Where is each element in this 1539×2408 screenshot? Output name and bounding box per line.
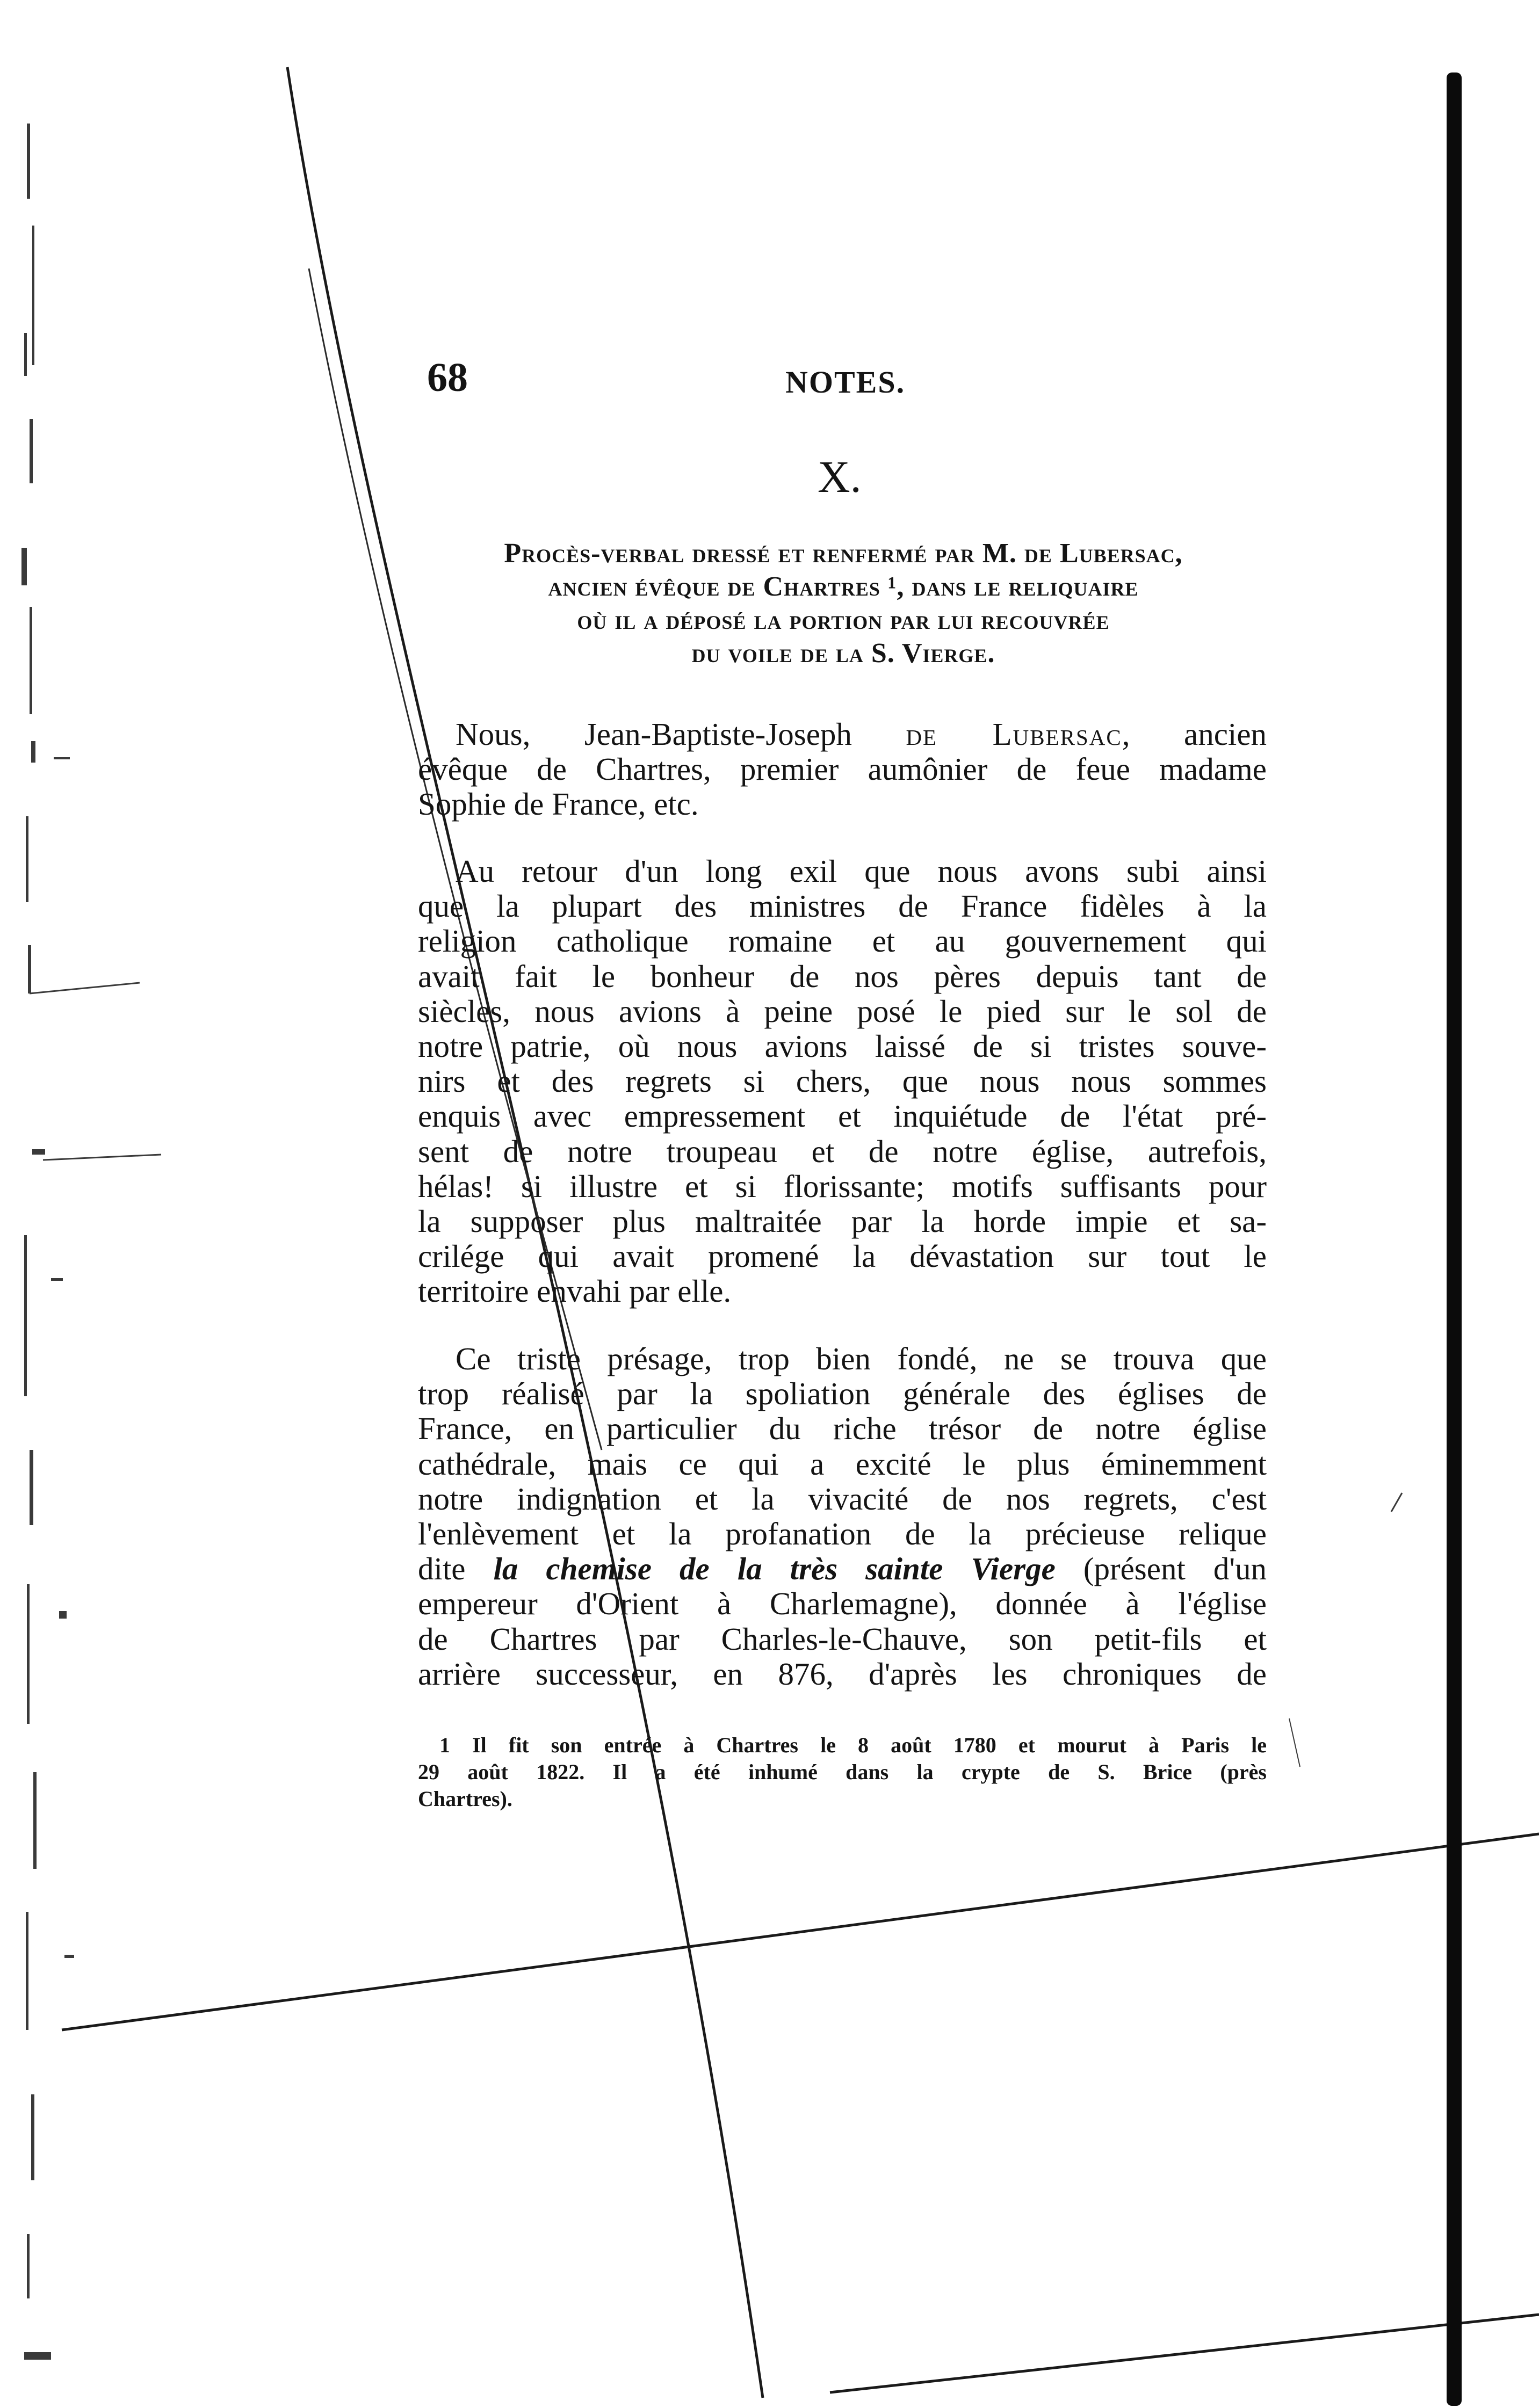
text-line: arrière successeur, en 876, d'après les chroniques de (418, 1656, 1267, 1692)
text-line: enquis avec empressement et inquiétude de l'état pré- (418, 1098, 1267, 1134)
text-line: territoire envahi par elle. (418, 1273, 732, 1309)
horizontal-rule-bottom (830, 2315, 1539, 2392)
text-line: Au retour d'un long exil que nous avons subi ainsi (456, 853, 1267, 889)
paragraph-return-from-exile (418, 854, 1267, 1309)
text-line: sent de notre troupeau et de notre église, autrefois, (418, 1133, 1267, 1169)
author-name: de Lubersac (906, 716, 1122, 752)
text-line: notre patrie, où nous avions laissé de si tristes souve- (418, 1028, 1267, 1064)
left-edge-noise (21, 124, 74, 2360)
section-title (414, 537, 1273, 670)
footnote (418, 1732, 1267, 1812)
left-dash-2 (43, 1155, 161, 1160)
left-dash-1 (30, 983, 140, 993)
title-line: où il a déposé la portion par lui recouvrée (577, 605, 1110, 635)
stray-mark-right (1391, 1493, 1402, 1512)
text-line: nirs et des regrets si chers, que nous nous sommes (418, 1063, 1267, 1099)
page-number: 68 (427, 355, 468, 400)
text-line: siècles, nous avions à peine posé le pied sur le sol de (418, 993, 1267, 1029)
title-line: ancien évêque de Chartres ¹, dans le reliquaire (548, 571, 1139, 602)
title-line: Procès-verbal dressé et renfermé par M. de Lubersac, (504, 538, 1183, 569)
right-edge-bar (1447, 72, 1462, 2406)
text-line: dite la chemise de la très sainte Vierge (présent d'un (418, 1551, 1267, 1587)
text-line: crilége qui avait promené la dévastation sur tout le (418, 1238, 1267, 1274)
stray-mark-rule (1289, 1718, 1300, 1767)
text-line: empereur d'Orient à Charlemagne), donnée à l'église (418, 1586, 1267, 1622)
title-line: du voile de la S. Vierge. (691, 638, 995, 669)
footnote-line: 29 août 1822. Il a été inhumé dans la crypte de S. Brice (près (418, 1760, 1267, 1784)
text-line: Sophie de France, etc. (418, 786, 699, 822)
text-line: France, en particulier du riche trésor de notre église (418, 1411, 1267, 1447)
text-line: notre indignation et la vivacité de nos regrets, c'est (418, 1481, 1267, 1517)
text-line: que la plupart des ministres de France fidèles à la (418, 888, 1267, 924)
text-line: évêque de Chartres, premier aumônier de feue madame (418, 751, 1267, 787)
text-line: trop réalisé par la spoliation générale des églises de (418, 1376, 1267, 1412)
running-head: NOTES. (785, 365, 906, 400)
text-line: Nous, Jean-Baptiste-Joseph de Lubersac, ancien (456, 716, 1267, 752)
footnote-line: 1 Il fit son entrée à Chartres le 8 août 1780 et mourut à Paris le (439, 1733, 1267, 1757)
text-line: de Chartres par Charles-le-Chauve, son petit-fils et (418, 1621, 1267, 1657)
section-number: X. (818, 452, 862, 502)
horizontal-rule-middle (62, 1834, 1539, 2030)
text-line: avait fait le bonheur de nos pères depuis tant de (418, 958, 1267, 994)
text-line: cathédrale, mais ce qui a excité le plus éminemment (418, 1446, 1267, 1482)
footnote-line: Chartres). (418, 1787, 512, 1811)
relic-name: la chemise de la très sainte Vierge (493, 1551, 1056, 1587)
text-line: religion catholique romaine et au gouvernement qui (418, 923, 1267, 959)
text-line: hélas! si illustre et si florissante; motifs suffisants pour (418, 1168, 1267, 1204)
paragraph-intro (418, 717, 1267, 822)
text-line: Ce triste présage, trop bien fondé, ne se trouva que (456, 1341, 1267, 1376)
text-line: l'enlèvement et la profanation de la précieuse relique (418, 1516, 1267, 1552)
text-line: la supposer plus maltraitée par la horde impie et sa- (418, 1203, 1267, 1239)
paragraph-relic (418, 1341, 1267, 1692)
